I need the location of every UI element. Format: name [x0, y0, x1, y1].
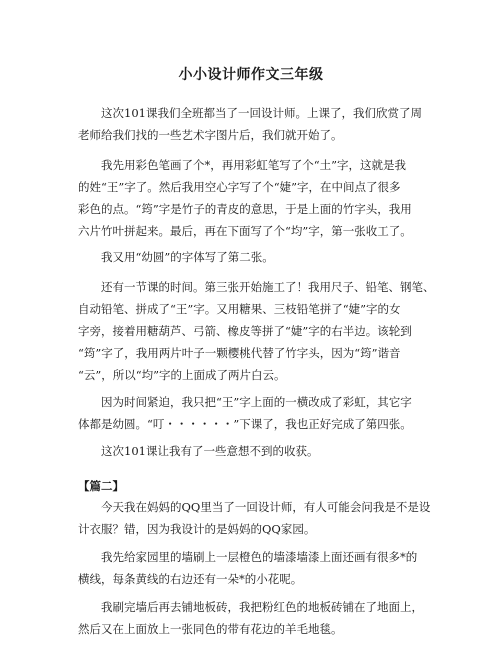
paragraph-line: 字旁，接着用糖葫芦、弓箭、橡皮等拼了“婕”字的右半边。该轮到	[78, 324, 412, 338]
paragraph-line: 这次101课我们全班都当了一回设计师。上课了，我们欣赏了周	[78, 106, 422, 120]
paragraph-3	[78, 246, 438, 268]
paragraph-line: 彩色的点。“筠”字是竹子的青皮的意思，于是上面的竹字头，我用	[78, 202, 412, 216]
paragraph-line: 我先给家园里的墙刷上一层橙色的墙漆墙漆上面还画有很多*的	[78, 550, 418, 564]
paragraph-line: 还有一节课的时间。第三张开始施工了！我用尺子、铅笔、钢笔、	[78, 280, 435, 294]
paragraph-line: 我又用“幼圆”的字体写了第二张。	[78, 250, 274, 264]
paragraph-line: 今天我在妈妈的QQ里当了一回设计师，有人可能会问我是不是设	[78, 500, 431, 514]
paragraph-line: 六片竹叶拼起来。最后，再在下面写了个“均”字，第一张收工了。	[78, 224, 412, 238]
paragraph-line: “筠”字了，我用两片叶子一颗樱桃代替了竹字头，因为“筠”谐音	[78, 346, 401, 360]
paragraph-line: 自动铅笔、拼成了“王”字。又用糖果、三枝铅笔拼了“婕”字的女	[78, 302, 401, 316]
paragraph-5	[78, 391, 438, 435]
paragraph-1	[78, 102, 438, 146]
page-title: 小小设计师作文三年级	[178, 67, 324, 83]
paragraph-4	[78, 276, 438, 386]
paragraph-7	[78, 496, 438, 540]
paragraph-line: “云”，所以“均”字的上面成了两片白云。	[78, 368, 286, 382]
paragraph-line: 计衣服？错，因为我设计的是妈妈的QQ家园。	[78, 522, 316, 536]
paragraph-line: 因为时间紧迫，我只把“王”字上面的一横改成了彩虹，其它字	[78, 395, 412, 409]
section-label: 【篇二】	[78, 479, 124, 493]
paragraph-line: 我先用彩色笔画了个*，再用彩虹笔写了个“土”字，这就是我	[78, 158, 407, 172]
paragraph-6	[78, 440, 438, 462]
paragraph-line: 横线，每条黄线的右边还有一朵*的小花呢。	[78, 572, 303, 586]
paragraph-line: 老师给我们找的一些艺术字图片后，我们就开始了。	[78, 128, 343, 142]
paragraph-line: 然后又在上面放上一张同色的带有花边的羊毛地毯。	[78, 622, 343, 636]
paragraph-line: 的姓“王”字了。然后我用空心字写了个“婕”字，在中间点了很多	[78, 180, 401, 194]
paragraph-9	[78, 596, 438, 640]
paragraph-8	[78, 546, 438, 590]
paragraph-line: 这次101课让我有了一些意想不到的收获。	[78, 444, 319, 458]
paragraph-line: 体都是幼圆。“叮・・・・・・”下课了，我也正好完成了第四张。	[78, 417, 412, 431]
paragraph-2	[78, 154, 438, 242]
paragraph-line: 我刷完墙后再去铺地板砖，我把粉红色的地板砖铺在了地面上，	[78, 600, 423, 614]
